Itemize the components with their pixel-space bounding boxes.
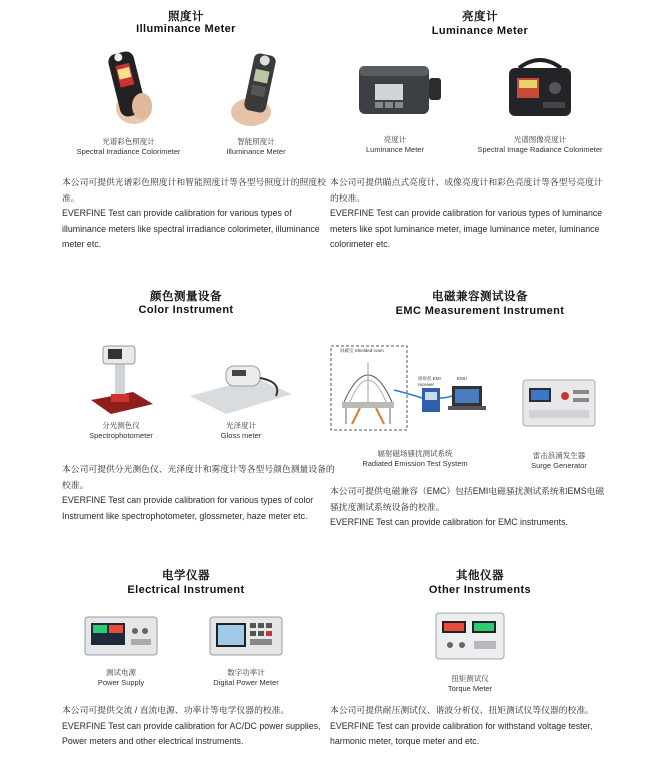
product-name-en: Illuminance Meter [226, 147, 286, 156]
section-title-en: Color Instrument [138, 304, 234, 316]
section-description [62, 462, 338, 524]
power-supply-image [81, 609, 161, 663]
product-luminance-meter [330, 50, 460, 155]
product-name-zh: 光谱彩色照度计 [102, 137, 155, 146]
description-en: EVERFINE Test can provide calibration for various types of color Instrument like spectrophotometer, glossmeter, haze meter etc. [62, 495, 314, 521]
product-name-en: Surge Generator [531, 461, 587, 470]
description-zh: 本公司可提供耐压测试仪、谐波分析仪、扭矩测试仪等仪器的校准。 [330, 705, 594, 715]
section-description [62, 175, 338, 253]
product-name-en: Luminance Meter [366, 145, 424, 154]
product-name-zh: 测试电源 [106, 668, 136, 677]
spectrophotometer-image [81, 338, 161, 416]
section-electrical [36, 563, 336, 778]
digital-power-meter-image [206, 609, 286, 663]
section-title-zh: 照度计 [168, 11, 204, 23]
product-radiated-emission-test-system [340, 448, 490, 469]
section-description [330, 175, 608, 253]
illuminance-meter-image [221, 48, 291, 128]
description-en: EVERFINE Test can provide calibration for various types of illuminance meters like spectral irradiance colorimeter, illuminance meter etc. [62, 208, 320, 249]
description-en: EVERFINE Test can provide calibration for EMC instruments. [330, 517, 568, 527]
spectral-image-radiance-colorimeter-image [497, 50, 583, 128]
section-title-zh: 颜色测量设备 [150, 291, 222, 303]
radiated-emission-system-image [330, 342, 500, 434]
emc-test-system-diagram [330, 342, 500, 434]
section-title-zh: 其他仪器 [456, 570, 504, 582]
description-zh: 本公司可提供电磁兼容（EMC）包括EMI电磁骚扰测试系统和EMS电磁骚扰度测试系统设备的校准。 [330, 486, 605, 512]
product-gloss-meter [186, 338, 296, 441]
product-power-supply [76, 609, 166, 688]
description-en: EVERFINE Test can provide calibration for various types of luminance meters like spot luminance meter, image luminance meter, luminance colorimeter etc. [330, 208, 603, 249]
description-zh: 本公司可提供光谱彩色照度计和智能照度计等各型号照度计的照度校准。 [62, 177, 326, 203]
section-title-en: Luminance Meter [431, 25, 529, 37]
product-name-zh: 数字功率计 [227, 668, 265, 677]
product-name-zh: 光谱图像亮度计 [513, 135, 567, 144]
section-title-zh: 亮度计 [462, 11, 498, 23]
section-title-en: Other Instruments [428, 584, 532, 596]
product-surge-generator [514, 376, 604, 471]
product-name-en: Spectrophotometer [89, 431, 153, 440]
product-name-en: Power Supply [97, 678, 145, 687]
section-description [330, 484, 608, 531]
section-description [62, 703, 338, 750]
description-zh: 本公司可提供分光测色仪、光泽度计和雾度计等各型号颜色测量设备的校准。 [62, 464, 335, 490]
product-spectral-image-radiance-colorimeter [470, 50, 610, 155]
description-en: EVERFINE Test can provide calibration for AC/DC power supplies, Power meters and other electrical instruments. [62, 720, 321, 746]
section-emc [330, 284, 630, 544]
product-digital-power-meter [196, 609, 296, 688]
description-zh: 本公司可提供交流 / 直流电源、功率计等电学仪器的校准。 [62, 705, 290, 715]
section-title-zh: 电学仪器 [162, 570, 210, 582]
section-title-zh: 电磁兼容测试设备 [432, 291, 528, 303]
section-luminance [330, 0, 630, 260]
torque-meter-image [430, 609, 510, 665]
section-title-en: EMC Measurement Instrument [395, 305, 565, 317]
product-name-en: Spectral Irradiance Colorimeter [76, 147, 181, 156]
gloss-meter-image [186, 338, 296, 416]
emc-emu-label: EMU [457, 376, 467, 381]
product-name-zh: 分光测色仪 [102, 421, 140, 430]
product-name-zh: 光泽度计 [226, 421, 256, 430]
product-illuminance-meter [211, 48, 301, 157]
product-name-zh: 辐射磁场骚扰测试系统 [377, 449, 453, 458]
product-name-en: Gloss meter [220, 431, 262, 440]
spectral-irradiance-colorimeter-image [94, 48, 164, 128]
product-name-en: Digital Power Meter [213, 678, 279, 687]
section-description [330, 703, 608, 750]
product-name-zh: 亮度计 [383, 135, 407, 144]
product-name-en: Radiated Emission Test System [362, 459, 468, 468]
description-zh: 本公司可提供瞄点式亮度计、成像亮度计和彩色亮度计等各型号亮度计的校准。 [330, 177, 603, 203]
section-title-en: Electrical Instrument [127, 584, 245, 596]
section-color [36, 284, 336, 544]
section-other [330, 563, 630, 778]
product-torque-meter [400, 609, 540, 694]
surge-generator-image [519, 376, 599, 432]
product-name-zh: 雷击浪涌发生器 [532, 451, 586, 460]
description-en: EVERFINE Test can provide calibration for withstand voltage tester, harmonic meter, torque meter and etc. [330, 720, 593, 746]
product-name-en: Spectral Image Radiance Colorimeter [477, 145, 603, 154]
section-illuminance [36, 0, 336, 260]
emc-receiver-label: 接收机 EMI receiver [418, 376, 441, 387]
emc-chamber-label: 屏蔽室 Shielded room [340, 348, 384, 353]
product-spectrophotometer [76, 338, 166, 441]
luminance-meter-image [345, 50, 445, 128]
product-spectral-irradiance-colorimeter [56, 48, 201, 157]
product-name-en: Torque Meter [447, 684, 493, 693]
product-name-zh: 扭矩测试仪 [451, 674, 489, 683]
product-name-zh: 智能照度计 [237, 137, 275, 146]
section-title-en: Illuminance Meter [136, 23, 236, 35]
